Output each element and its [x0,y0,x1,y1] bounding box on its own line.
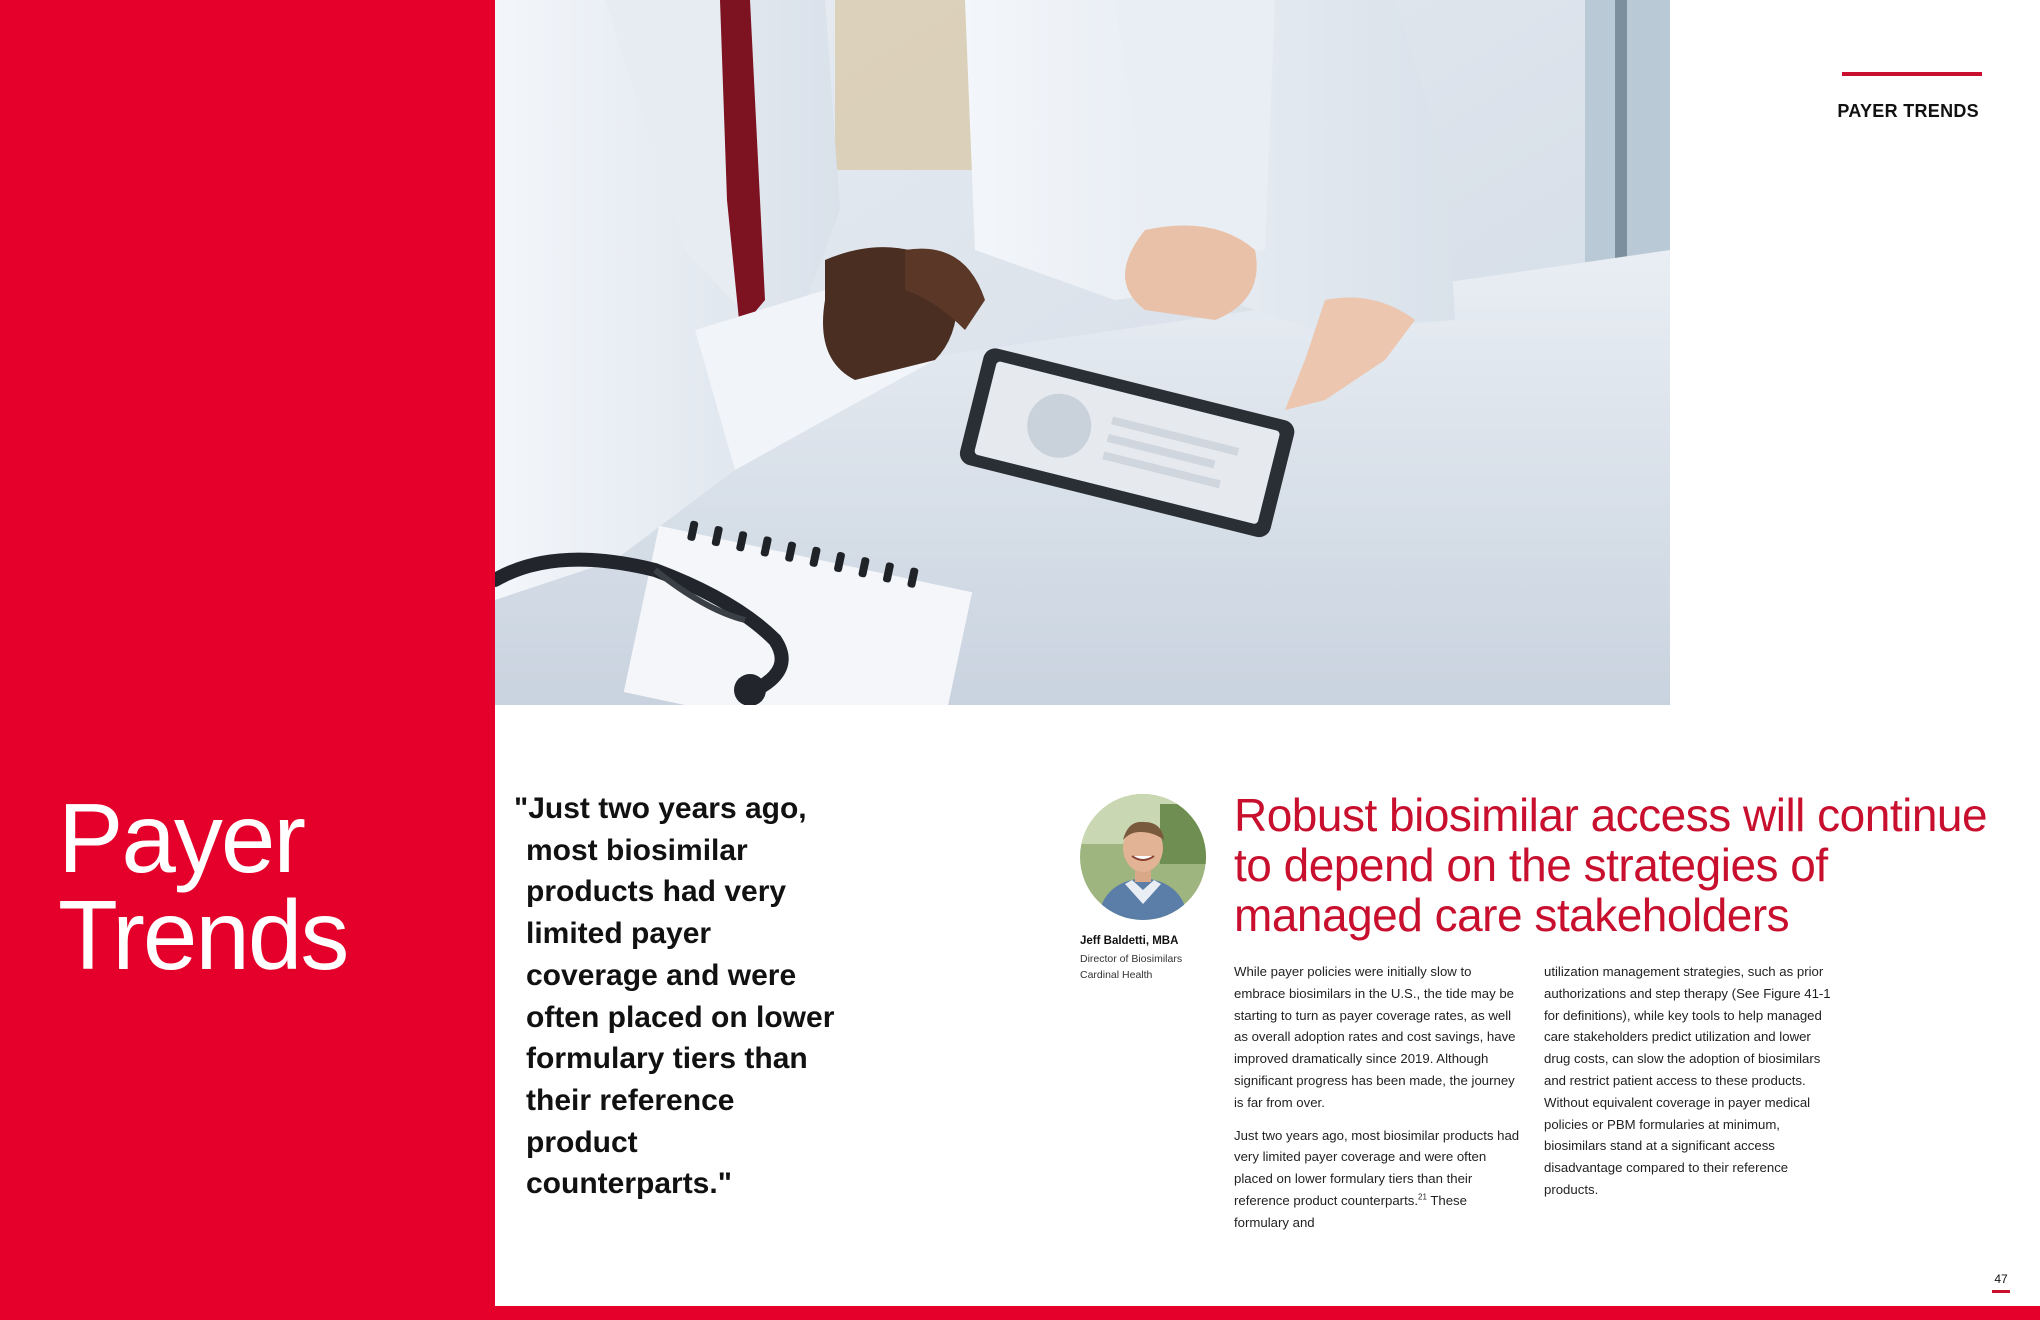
body-text: Just two years ago, most biosimilar products had very limited payer coverage and were often placed on lower formulary tiers than their reference product counterparts. [1234,1127,1520,1208]
author-organization: Cardinal Health [1080,969,1153,981]
footer-red-bar [495,1306,2040,1320]
red-side-panel [0,0,495,1320]
running-header: PAYER TRENDS [1837,101,1979,121]
hero-photo [495,0,1670,705]
body-column-2 [1544,961,1834,1212]
page-number: 47 [1994,1272,2008,1286]
section-title [58,783,348,990]
body-paragraph: utilization management strategies, such as prior authorizations and step therapy (See Figure 41-1 for definitions), while key tools to help managed care stakeholders predict utilization and lower drug costs, can slow the adoption of biosimilars and restrict patient access to these products. Without equivalent coverage in payer medical policies or PBM formularies at minimum, biosimilars stand at a significant access disadvantage compared to their reference products. [1544,964,1831,1197]
page-number-rule [1992,1290,2010,1293]
author-role: Director of Biosimilars [1080,953,1183,965]
author-portrait [1080,794,1206,920]
body-text: These formulary and [1234,1192,1467,1230]
body-paragraph: While payer policies were initially slow to embrace biosimilars in the U.S., the tide may be starting to turn as payer coverage rates, as well as overall adoption rates and cost savings, have improved dramatically since 2019. Although significant progress has been made, the journey is far from over. [1234,964,1516,1110]
body-column-1 [1234,961,1524,1245]
pull-quote: "Just two years ago, most biosimilar products had very limited payer coverage and were often placed on lower formulary tiers than their reference product counterparts." [514,792,835,1201]
header-accent-rule [1842,72,1982,76]
body-paragraph [1234,1125,1524,1234]
article-headline: Robust biosimilar access will continue to depend on the strategies of managed care stakeholders [1234,789,1988,941]
section-title-line1: Payer [58,783,305,893]
author-avatar [1080,794,1206,920]
footnote-ref: 21 [1418,1192,1427,1202]
doctors-tablet-illustration [495,0,1670,705]
section-title-line2: Trends [58,880,348,990]
author-name: Jeff Baldetti, MBA [1080,935,1179,947]
